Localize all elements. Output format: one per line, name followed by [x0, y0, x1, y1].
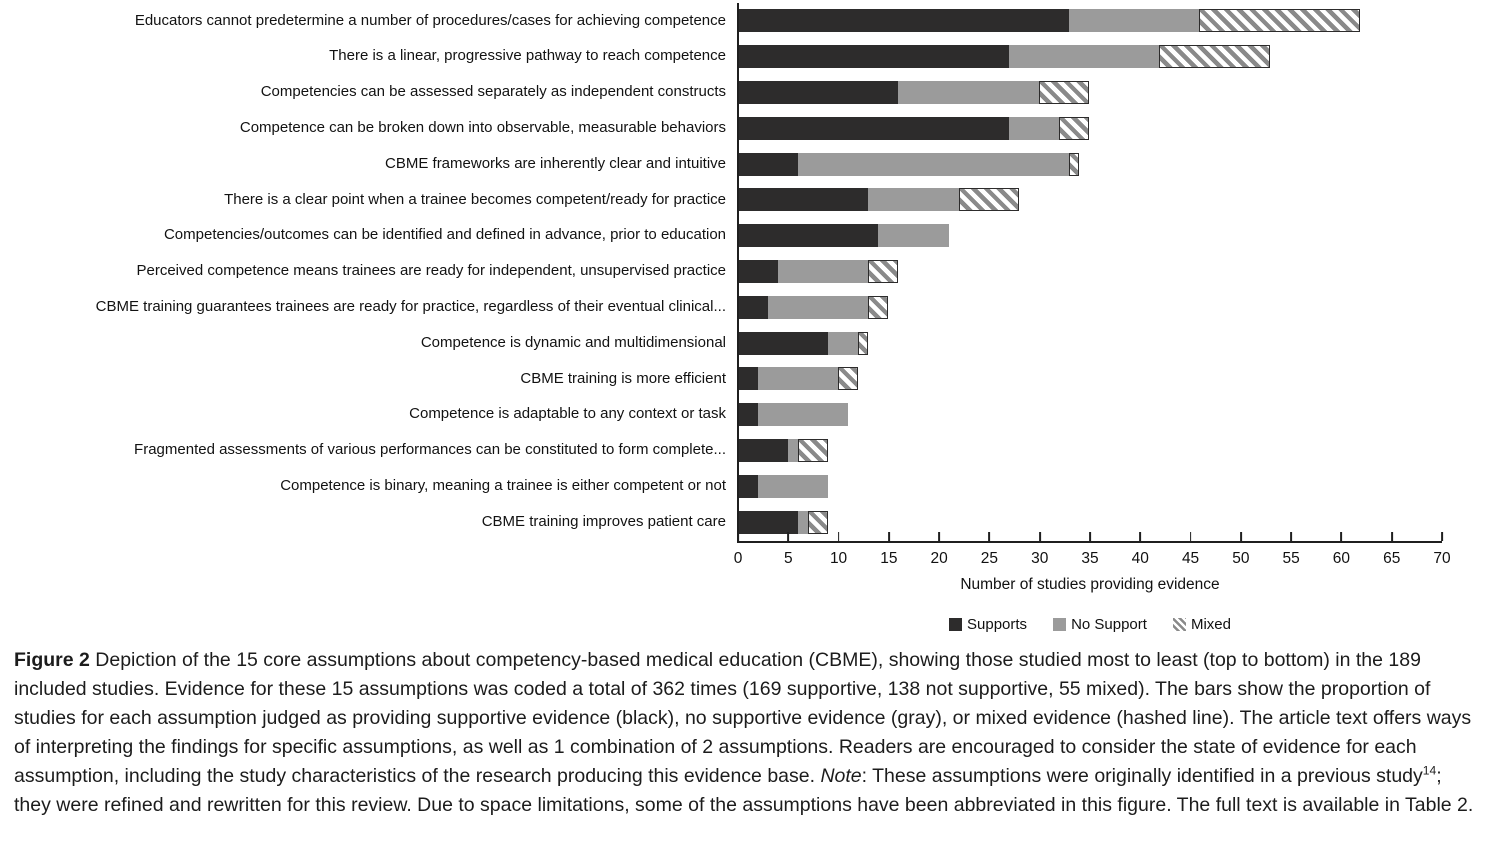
category-label: CBME frameworks are inherently clear and intuitive — [385, 154, 726, 172]
segment-mixed — [1039, 81, 1089, 104]
stacked-bar — [738, 260, 1440, 283]
axis-tick-mark — [1341, 532, 1343, 541]
segment-supports — [738, 153, 798, 176]
category-label: Educators cannot predetermine a number of procedures/cases for achieving competence — [134, 11, 726, 29]
no-support-swatch-icon — [1053, 618, 1066, 631]
axis-tick-label: 0 — [733, 550, 743, 567]
segment-supports — [738, 439, 788, 462]
category-label: CBME training guarantees trainees are ready for practice, regardless of their eventual clinical... — [95, 298, 726, 316]
segment-supports — [738, 9, 1069, 32]
axis-tick-mark — [1089, 532, 1091, 541]
segment-supports — [738, 367, 758, 390]
segment-no-support — [1069, 9, 1199, 32]
stacked-bar — [738, 188, 1440, 211]
segment-mixed — [1159, 45, 1269, 68]
legend — [738, 616, 1442, 633]
caption-note-label: Note — [820, 765, 862, 787]
axis-tick-label: 20 — [930, 550, 948, 567]
axis-tick-label: 55 — [1282, 550, 1300, 567]
segment-no-support — [898, 81, 1038, 104]
bar-row — [0, 110, 1440, 146]
x-axis-title: Number of studies providing evidence — [960, 576, 1220, 593]
stacked-bar — [738, 9, 1440, 32]
legend-item-supports — [949, 616, 1027, 633]
bar-row — [0, 146, 1440, 182]
stacked-bar — [738, 511, 1440, 534]
axis-tick-label: 60 — [1332, 550, 1351, 567]
stacked-bar — [738, 153, 1440, 176]
segment-supports — [738, 81, 898, 104]
segment-supports — [738, 332, 828, 355]
stacked-bar — [738, 403, 1440, 426]
stacked-bar — [738, 296, 1440, 319]
segment-no-support — [768, 296, 868, 319]
segment-no-support — [798, 153, 1069, 176]
caption-body: Depiction of the 15 core assumptions about competency-based medical education (CBME), showing those studied most to least (top to bottom) in the 189 included studies. Evidence for these 15 assumptions was coded a total of 362 times (169 supportive, 138 not supportive, 55 mixed). The bars show the proportion of studies for each assumption judged as providing supportive evidence (black), no supportive evidence (gray), or mixed evidence (hashed line). The article text offers ways of interpreting the findings for specific assumptions, as well as 1 combination of 2 assumptions. Readers are encouraged to consider the state of evidence for each assumption, including the study characteristics of the research producing this evidence base. — [14, 649, 1472, 787]
category-label: Competence is binary, meaning a trainee is either competent or not — [280, 477, 726, 494]
axis-tick-mark — [1391, 532, 1393, 541]
bar-row — [0, 289, 1440, 325]
bar-row — [0, 361, 1440, 397]
legend-label-no-support: No Support — [1071, 616, 1147, 633]
segment-mixed — [959, 188, 1019, 211]
bar-row — [0, 397, 1440, 433]
stacked-bar — [738, 439, 1440, 462]
axis-tick-label: 65 — [1383, 550, 1401, 567]
stacked-bar — [738, 224, 1440, 247]
segment-no-support — [758, 475, 828, 498]
supports-swatch-icon — [949, 618, 962, 631]
axis-tick-mark — [737, 532, 739, 541]
bar-row — [0, 3, 1440, 39]
segment-supports — [738, 260, 778, 283]
segment-supports — [738, 475, 758, 498]
stacked-bar — [738, 117, 1440, 140]
axis-tick-mark — [787, 532, 789, 541]
segment-no-support — [758, 403, 848, 426]
segment-supports — [738, 511, 798, 534]
stacked-bar — [738, 45, 1440, 68]
segment-mixed — [1059, 117, 1089, 140]
segment-mixed — [808, 511, 828, 534]
segment-no-support — [798, 511, 808, 534]
segment-supports — [738, 403, 758, 426]
segment-mixed — [838, 367, 858, 390]
bar-row — [0, 254, 1440, 290]
axis-tick-mark — [1240, 532, 1242, 541]
legend-label-mixed: Mixed — [1190, 616, 1231, 633]
caption-figure-label: Figure 2 — [14, 649, 90, 671]
axis-tick-mark — [1441, 532, 1443, 541]
caption-note-rest: ; they were refined and rewritten for this review. Due to space limitations, some of the assumptions have been abbreviated in this figure. The full text is available in Table 2. — [14, 765, 1474, 816]
segment-supports — [738, 45, 1009, 68]
segment-mixed — [798, 439, 828, 462]
axis-tick-label: 10 — [829, 550, 848, 567]
category-label: Competencies/outcomes can be identified and defined in advance, prior to education — [163, 226, 726, 244]
stacked-bar — [738, 475, 1440, 498]
axis-tick-mark — [1139, 532, 1141, 541]
axis-tick-mark — [1290, 532, 1292, 541]
stacked-bar — [738, 81, 1440, 104]
segment-no-support — [778, 260, 868, 283]
caption-reference-superscript: 14 — [1422, 763, 1437, 778]
y-axis-line — [737, 3, 739, 542]
legend-item-no-support — [1053, 616, 1147, 633]
axis-tick-mark — [888, 532, 890, 541]
legend-label-supports: Supports — [967, 616, 1028, 633]
bar-row — [0, 325, 1440, 361]
segment-no-support — [868, 188, 958, 211]
axis-tick-label: 70 — [1433, 550, 1451, 567]
axis-tick-label: 45 — [1181, 550, 1200, 567]
bar-row — [0, 182, 1440, 218]
axis-tick-mark — [938, 532, 940, 541]
segment-mixed — [868, 260, 898, 283]
category-label: Fragmented assessments of various performances can be constituted to form complete... — [134, 441, 726, 459]
segment-supports — [738, 117, 1009, 140]
axis-tick-label: 50 — [1232, 550, 1250, 567]
bar-row — [0, 504, 1440, 540]
axis-tick-mark — [1190, 532, 1192, 541]
axis-tick-label: 25 — [980, 550, 999, 567]
axis-tick-label: 15 — [880, 550, 898, 567]
stacked-bar — [738, 332, 1440, 355]
segment-supports — [738, 224, 878, 247]
mixed-swatch-icon — [1173, 618, 1186, 631]
segment-no-support — [828, 332, 858, 355]
segment-mixed — [1199, 9, 1359, 32]
segment-mixed — [858, 332, 868, 355]
bar-row — [0, 433, 1440, 469]
legend-item-mixed — [1173, 616, 1231, 633]
category-label: There is a clear point when a trainee becomes competent/ready for practice — [224, 190, 726, 208]
segment-no-support — [758, 367, 838, 390]
segment-mixed — [868, 296, 888, 319]
axis-tick-mark — [838, 532, 840, 541]
category-label: CBME training improves patient care — [481, 512, 726, 530]
bar-row — [0, 468, 1440, 504]
segment-no-support — [1009, 45, 1159, 68]
segment-mixed — [1069, 153, 1079, 176]
category-label: Perceived competence means trainees are ready for independent, unsupervised practice — [136, 262, 726, 280]
axis-tick-label: 40 — [1131, 550, 1149, 567]
axis-tick-mark — [1039, 532, 1041, 541]
category-label: Competence can be broken down into observable, measurable behaviors — [239, 119, 726, 137]
segment-no-support — [878, 224, 948, 247]
segment-no-support — [788, 439, 798, 462]
stacked-bar — [738, 367, 1440, 390]
segment-no-support — [1009, 117, 1059, 140]
category-label: Competence is adaptable to any context or task — [409, 405, 726, 423]
bar-row — [0, 75, 1440, 111]
category-label: There is a linear, progressive pathway to reach competence — [329, 47, 726, 65]
category-label: CBME training is more efficient — [520, 369, 726, 387]
axis-tick-label: 30 — [1031, 550, 1049, 567]
caption-note-text: : These assumptions were originally identified in a previous study — [861, 765, 1423, 787]
x-axis-line — [737, 541, 1442, 543]
axis-tick-mark — [989, 532, 991, 541]
axis-tick-label: 5 — [783, 550, 793, 567]
bar-row — [0, 39, 1440, 75]
bar-row — [0, 218, 1440, 254]
segment-supports — [738, 188, 868, 211]
category-label: Competencies can be assessed separately as independent constructs — [260, 83, 726, 101]
plot-rows — [0, 3, 1440, 540]
axis-tick-label: 35 — [1081, 550, 1099, 567]
category-label: Competence is dynamic and multidimensional — [420, 333, 726, 351]
segment-supports — [738, 296, 768, 319]
figure-caption — [14, 646, 1479, 820]
